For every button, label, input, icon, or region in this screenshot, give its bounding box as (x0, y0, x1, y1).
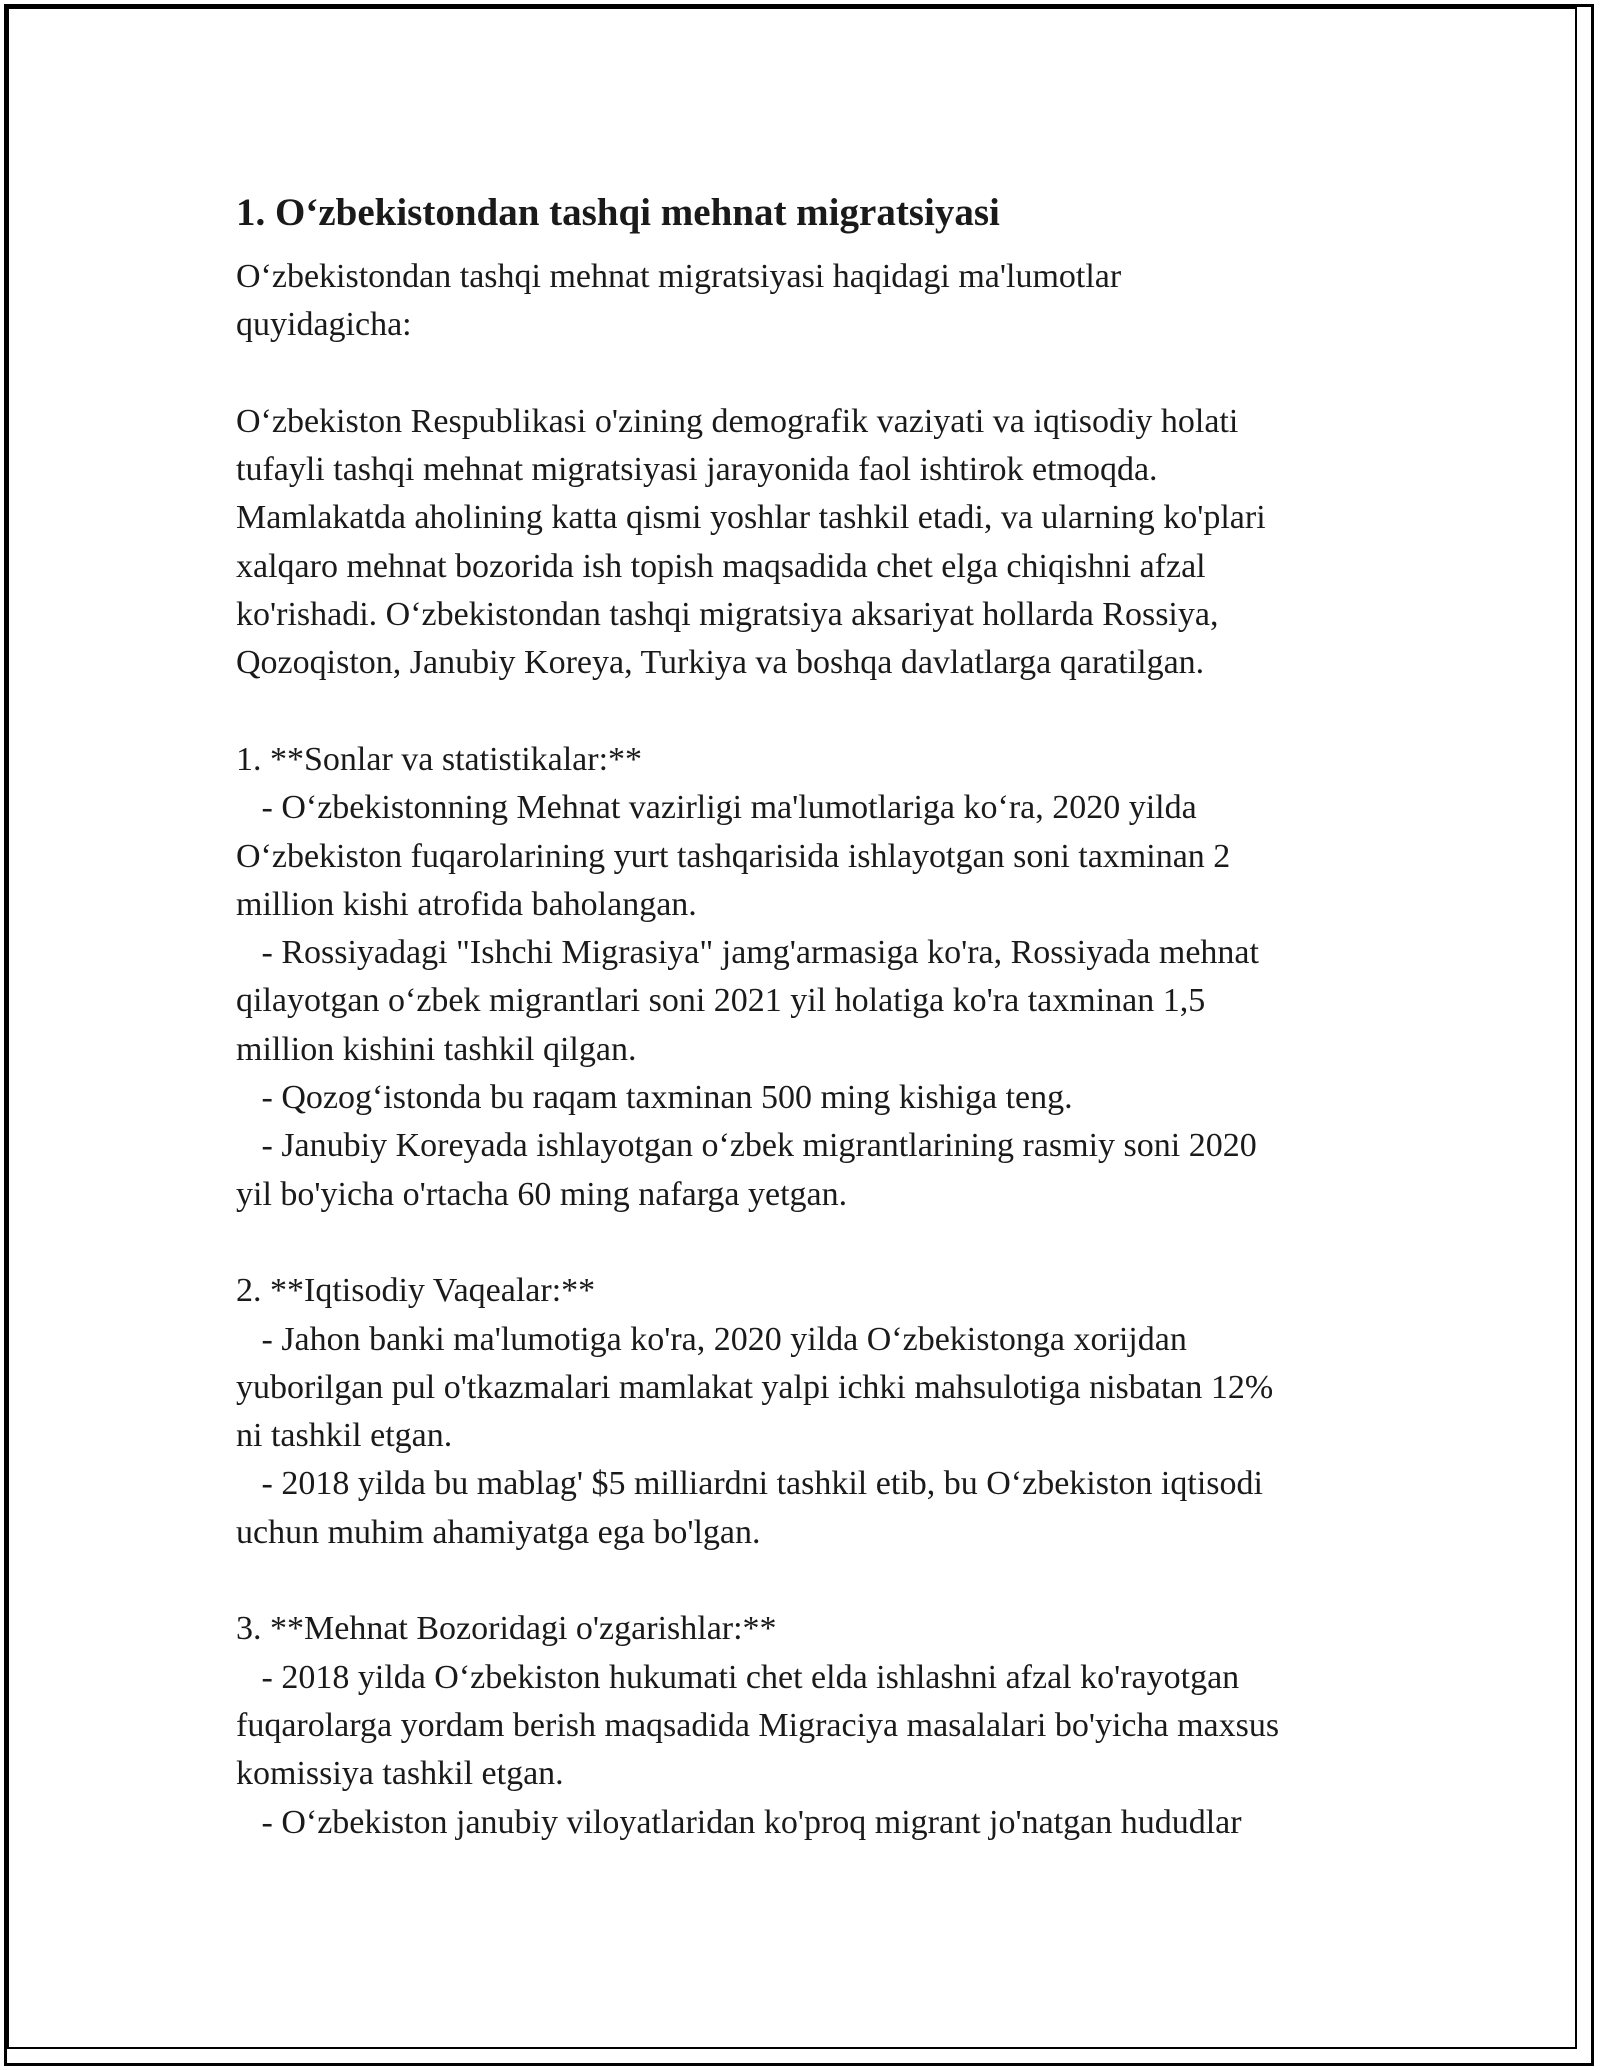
text-line: qilayotgan o‘zbek migrantlari soni 2021 yil holatiga ko'ra taxminan 1,5 (236, 982, 1206, 1020)
text-line: Qozoqiston, Janubiy Koreya, Turkiya va boshqa davlatlarga qaratilgan. (236, 644, 1205, 682)
text-line: million kishi atrofida baholangan. (236, 885, 697, 923)
text-line: uchun muhim ahamiyatga ega bo'lgan. (236, 1513, 761, 1551)
text-line: - 2018 yilda O‘zbekiston hukumati chet elda ishlashni afzal ko'rayotgan (236, 1658, 1240, 1696)
paragraph (236, 398, 1396, 688)
text-line: - Rossiyadagi "Ishchi Migrasiya" jamg'armasiga ko'ra, Rossiyada mehnat (236, 934, 1259, 972)
text-line: ko'rishadi. O‘zbekistondan tashqi migratsiya aksariyat hollarda Rossiya, (236, 596, 1219, 634)
text-line: ni tashkil etgan. (236, 1417, 453, 1455)
paragraph-gap (236, 688, 1396, 736)
text-line: yil bo'yicha o'rtacha 60 ming nafarga yetgan. (236, 1175, 848, 1213)
text-line: komissiya tashkil etgan. (236, 1755, 564, 1793)
text-line: O‘zbekiston Respublikasi o'zining demografik vaziyati va iqtisodiy holati (236, 402, 1239, 440)
paragraph (236, 736, 1396, 1219)
text-line: O‘zbekistondan tashqi mehnat migratsiyasi haqidagi ma'lumotlar (236, 258, 1122, 295)
text-line: million kishini tashkil qilgan. (236, 1030, 637, 1068)
paragraph (236, 1267, 1396, 1557)
text-line: Mamlakatda aholining katta qismi yoshlar tashkil etadi, va ularning ko'plari (236, 499, 1266, 537)
paragraph-gap (236, 350, 1396, 398)
text-line: 1. **Sonlar va statistikalar:** (236, 740, 643, 778)
text-line: - O‘zbekiston janubiy viloyatlaridan ko'proq migrant jo'natgan hududlar (236, 1803, 1242, 1841)
paragraph (236, 1605, 1396, 1846)
text-line: - Janubiy Koreyada ishlayotgan o‘zbek migrantlarining rasmiy soni 2020 (236, 1127, 1257, 1165)
text-line: tufayli tashqi mehnat migratsiyasi jarayonida faol ishtirok etmoqda. (236, 451, 1158, 489)
document-title: 1. O‘zbekistondan tashqi mehnat migratsiyasi (236, 191, 1000, 234)
text-line: xalqaro mehnat bozorida ish topish maqsadida chet elga chiqishni afzal (236, 547, 1206, 585)
text-line: - Qozog‘istonda bu raqam taxminan 500 ming kishiga teng. (236, 1079, 1073, 1117)
text-line: quyidagicha: (236, 306, 412, 344)
paragraph-gap (236, 1557, 1396, 1605)
paragraph (236, 253, 1396, 350)
text-line: - Jahon banki ma'lumotiga ko'ra, 2020 yilda O‘zbekistonga xorijdan (236, 1320, 1187, 1358)
text-line: 3. **Mehnat Bozoridagi o'zgarishlar:** (236, 1610, 777, 1648)
document-body (236, 185, 1396, 1847)
text-line: O‘zbekiston fuqarolarining yurt tashqarisida ishlayotgan soni taxminan 2 (236, 837, 1231, 875)
text-line: yuborilgan pul o'tkazmalari mamlakat yalpi ichki mahsulotiga nisbatan 12% (236, 1368, 1274, 1406)
text-line: 2. **Iqtisodiy Vaqealar:** (236, 1272, 596, 1310)
document-content (236, 253, 1396, 1847)
text-line: fuqarolarga yordam berish maqsadida Migraciya masalalari bo'yicha maxsus (236, 1706, 1280, 1744)
text-line: - O‘zbekistonning Mehnat vazirligi ma'lumotlariga ko‘ra, 2020 yilda (236, 789, 1197, 827)
text-line: - 2018 yilda bu mablag' $5 milliardni tashkil etib, bu O‘zbekiston iqtisodi (236, 1465, 1263, 1503)
paragraph-gap (236, 1219, 1396, 1267)
